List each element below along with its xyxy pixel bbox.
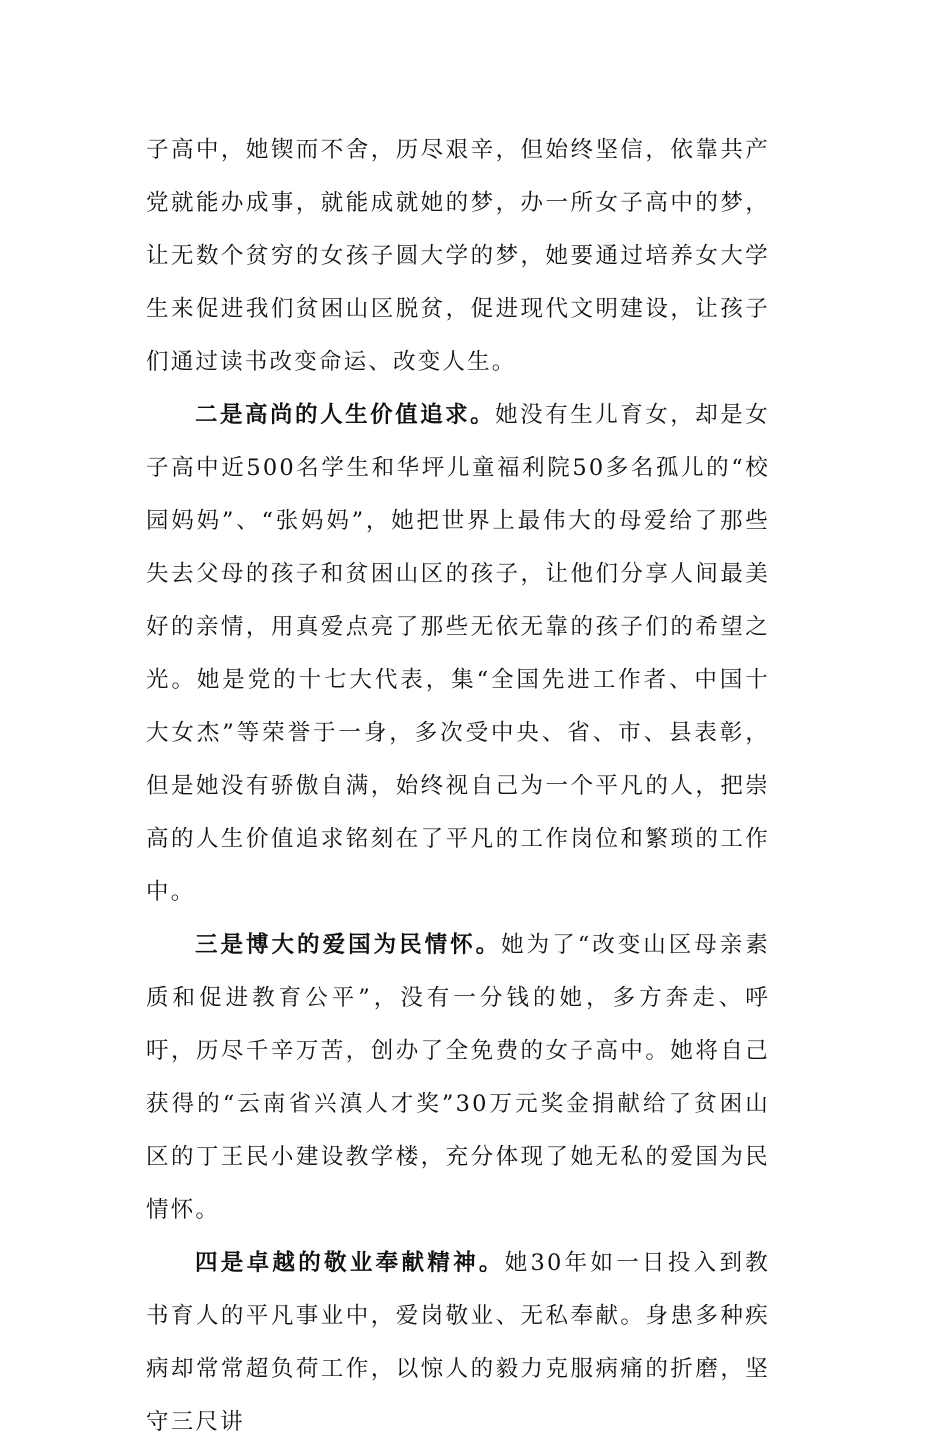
paragraph-text: 她没有生儿育女，却是女子高中近500名学生和华坪儿童福利院50多名孤儿的“校园妈妈”、“张妈妈”，她把世界上最伟大的母爱给了那些失去父母的孩子和贫困山区的孩子，让他们分享人间最美好的亲情，用真爱点亮了那些无依无靠的孩子们的希望之光。她是党的十七大代表，集“全国先进工作者、中国十大女杰”等荣誉于一身，多次受中央、省、市、县表彰，但是她没有骄傲自满，始终视自己为一个平凡的人，把崇高的人生价值追求铭刻在了平凡的工作岗位和繁琐的工作中。 <box>146 402 771 905</box>
paragraph-point-four <box>146 1237 770 1449</box>
paragraph-text: 她30年如一日投入到教书育人的平凡事业中，爱岗敬业、无私奉献。身患多种疾病却常常超负荷工作，以惊人的毅力克服病痛的折磨，坚守三尺讲 <box>146 1250 770 1435</box>
paragraph-heading: 三是博大的爱国为民情怀。 <box>195 932 502 958</box>
paragraph-point-three <box>146 919 770 1237</box>
paragraph-point-two <box>146 389 770 919</box>
paragraph-heading: 二是高尚的人生价值追求。 <box>195 402 496 428</box>
paragraph-text: 子高中，她锲而不舍，历尽艰辛，但始终坚信，依靠共产党就能办成事，就能成就她的梦，办一所女子高中的梦，让无数个贫穷的女孩子圆大学的梦，她要通过培养女大学生来促进我们贫困山区脱贫，促进现代文明建设，让孩子们通过读书改变命运、改变人生。 <box>146 137 770 375</box>
paragraph-text: 她为了“改变山区母亲素质和促进教育公平”，没有一分钱的她，多方奔走、呼吁，历尽千辛万苦，创办了全免费的女子高中。她将自己获得的“云南省兴滇人才奖”30万元奖金捐献给了贫困山区的丁王民小建设教学楼，充分体现了她无私的爱国为民情怀。 <box>146 932 771 1223</box>
paragraph-heading: 四是卓越的敬业奉献精神。 <box>195 1250 505 1276</box>
paragraph-continuation <box>146 124 770 389</box>
document-body <box>146 124 770 1449</box>
